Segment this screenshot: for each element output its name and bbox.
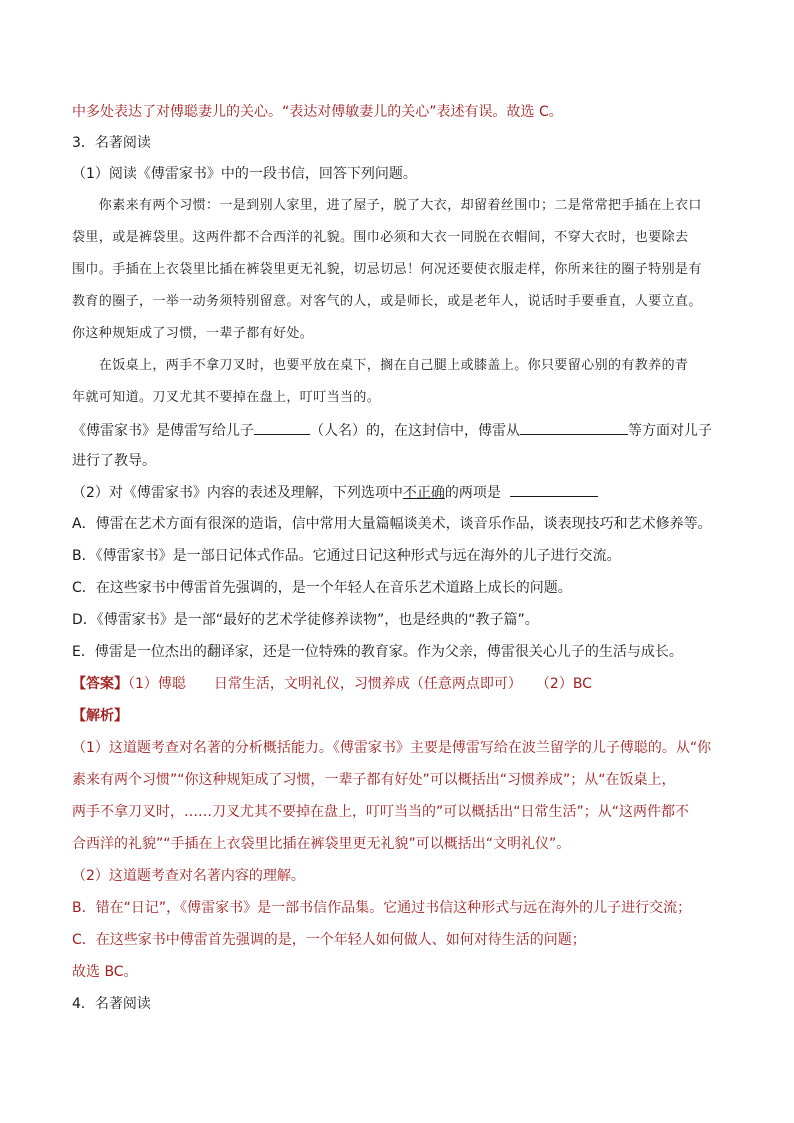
answer-line xyxy=(72,674,724,694)
stem-underlined: 不正确 xyxy=(402,485,445,501)
name-blank[interactable] xyxy=(254,420,310,435)
fill-text-a: 《傅雷家书》是傅雷写给儿子 xyxy=(72,423,254,439)
answer-continuation: 中多处表达了对傅聪妻儿的关心。“表达对傅敏妻儿的关心”表述有误。故选 C。 xyxy=(72,104,563,120)
analysis-line: B．错在“日记”，《傅雷家书》是一部书信作品集。它通过书信这种形式与远在海外的儿子进行交流； xyxy=(72,900,692,916)
letter-line: 你这种规矩成了习惯，一辈子都有好处。 xyxy=(72,326,314,341)
stem-text-b: 的两项是 xyxy=(444,485,501,501)
letter-line: 教育的圈子，一举一动务须特别留意。对客气的人，或是师长，或是老年人，说话时手要垂直，人要立直。 xyxy=(72,294,702,309)
option-a: A．傅雷在艺术方面有很深的造诣，信中常用大量篇幅谈美术，谈音乐作品，谈表现技巧和艺术修养等。 xyxy=(72,516,712,532)
stem-text-a: （2）对《傅雷家书》内容的表述及理解，下列选项中 xyxy=(72,485,403,501)
q4-heading: 4．名著阅读 xyxy=(72,996,151,1012)
q3-part1-intro: （1）阅读《傅雷家书》中的一段书信，回答下列问题。 xyxy=(72,166,417,182)
fill-in-question xyxy=(72,420,724,441)
analysis-line: C．在这些家书中傅雷首先强调的是，一个年轻人如何做人、如何对待生活的问题； xyxy=(72,932,586,948)
answer-text: （1）傅聪 日常生活，文明礼仪，习惯养成（任意两点即可） （2）BC xyxy=(128,676,592,692)
letter-line: 围巾。手插在上衣袋里比插在裤袋里更无礼貌，切忌切忌！何况还要使衣服走样，你所来往的圈子特别是有 xyxy=(72,262,702,277)
answer-blank[interactable] xyxy=(510,482,598,497)
analysis-label: 【解析】 xyxy=(72,708,128,724)
option-b: B．《傅雷家书》是一部日记体式作品。它通过日记这种形式与远在海外的儿子进行交流。 xyxy=(72,548,621,564)
analysis-conclusion: 故选 BC。 xyxy=(72,964,138,980)
option-e: E．傅雷是一位杰出的翻译家，还是一位特殊的教育家。作为父亲，傅雷很关心儿子的生活与成长。 xyxy=(72,644,683,660)
letter-line: 在饭桌上，两手不拿刀叉时，也要平放在桌下，搁在自己腿上或膝盖上。你只要留心别的有教养的青 xyxy=(72,358,689,373)
analysis-line: 合西洋的礼貌”“手插在上衣袋里比插在裤袋里更无礼貌”可以概括出“文明礼仪”。 xyxy=(72,836,571,852)
fill-text-b: （人名）的，在这封信中，傅雷从 xyxy=(310,423,520,439)
letter-line: 袋里，或是裤袋里。这两件都不合西洋的礼貌。围巾必须和大衣一同脱在衣帽间，不穿大衣时，也要除去 xyxy=(72,230,689,245)
fill-text-d: 进行了教导。 xyxy=(72,453,156,469)
aspects-blank[interactable] xyxy=(520,420,628,435)
answer-label: 【答案】 xyxy=(72,676,128,692)
q3-part2-stem xyxy=(72,482,724,503)
analysis-line: （1）这道题考查对名著的分析概括能力。《傅雷家书》主要是傅雷写给在波兰留学的儿子傅聪的。从“你 xyxy=(72,740,712,756)
letter-line: 年就可知道。刀叉尤其不要掉在盘上，叮叮当当的。 xyxy=(72,390,381,405)
analysis-line: （2）这道题考查对名著内容的理解。 xyxy=(72,868,305,884)
option-c: C．在这些家书中傅雷首先强调的，是一个年轻人在音乐艺术道路上成长的问题。 xyxy=(72,580,572,596)
option-d: D．《傅雷家书》是一部“最好的艺术学徒修养读物”，也是经典的“教子篇”。 xyxy=(72,612,539,628)
letter-line: 你素来有两个习惯：一是到别人家里，进了屋子，脱了大衣，却留着丝围巾；二是常常把手插在上衣口 xyxy=(72,198,702,213)
q3-heading: 3．名著阅读 xyxy=(72,135,151,151)
fill-text-c: 等方面对儿子 xyxy=(628,423,712,439)
analysis-line: 素来有两个习惯”“你这种规矩成了习惯，一辈子都有好处”可以概括出“习惯养成”；从“在饭桌上， xyxy=(72,772,676,788)
analysis-line: 两手不拿刀叉时，……刀叉尤其不要掉在盘上，叮叮当当的”可以概括出“日常生活”；从“这两件都不 xyxy=(72,804,690,820)
